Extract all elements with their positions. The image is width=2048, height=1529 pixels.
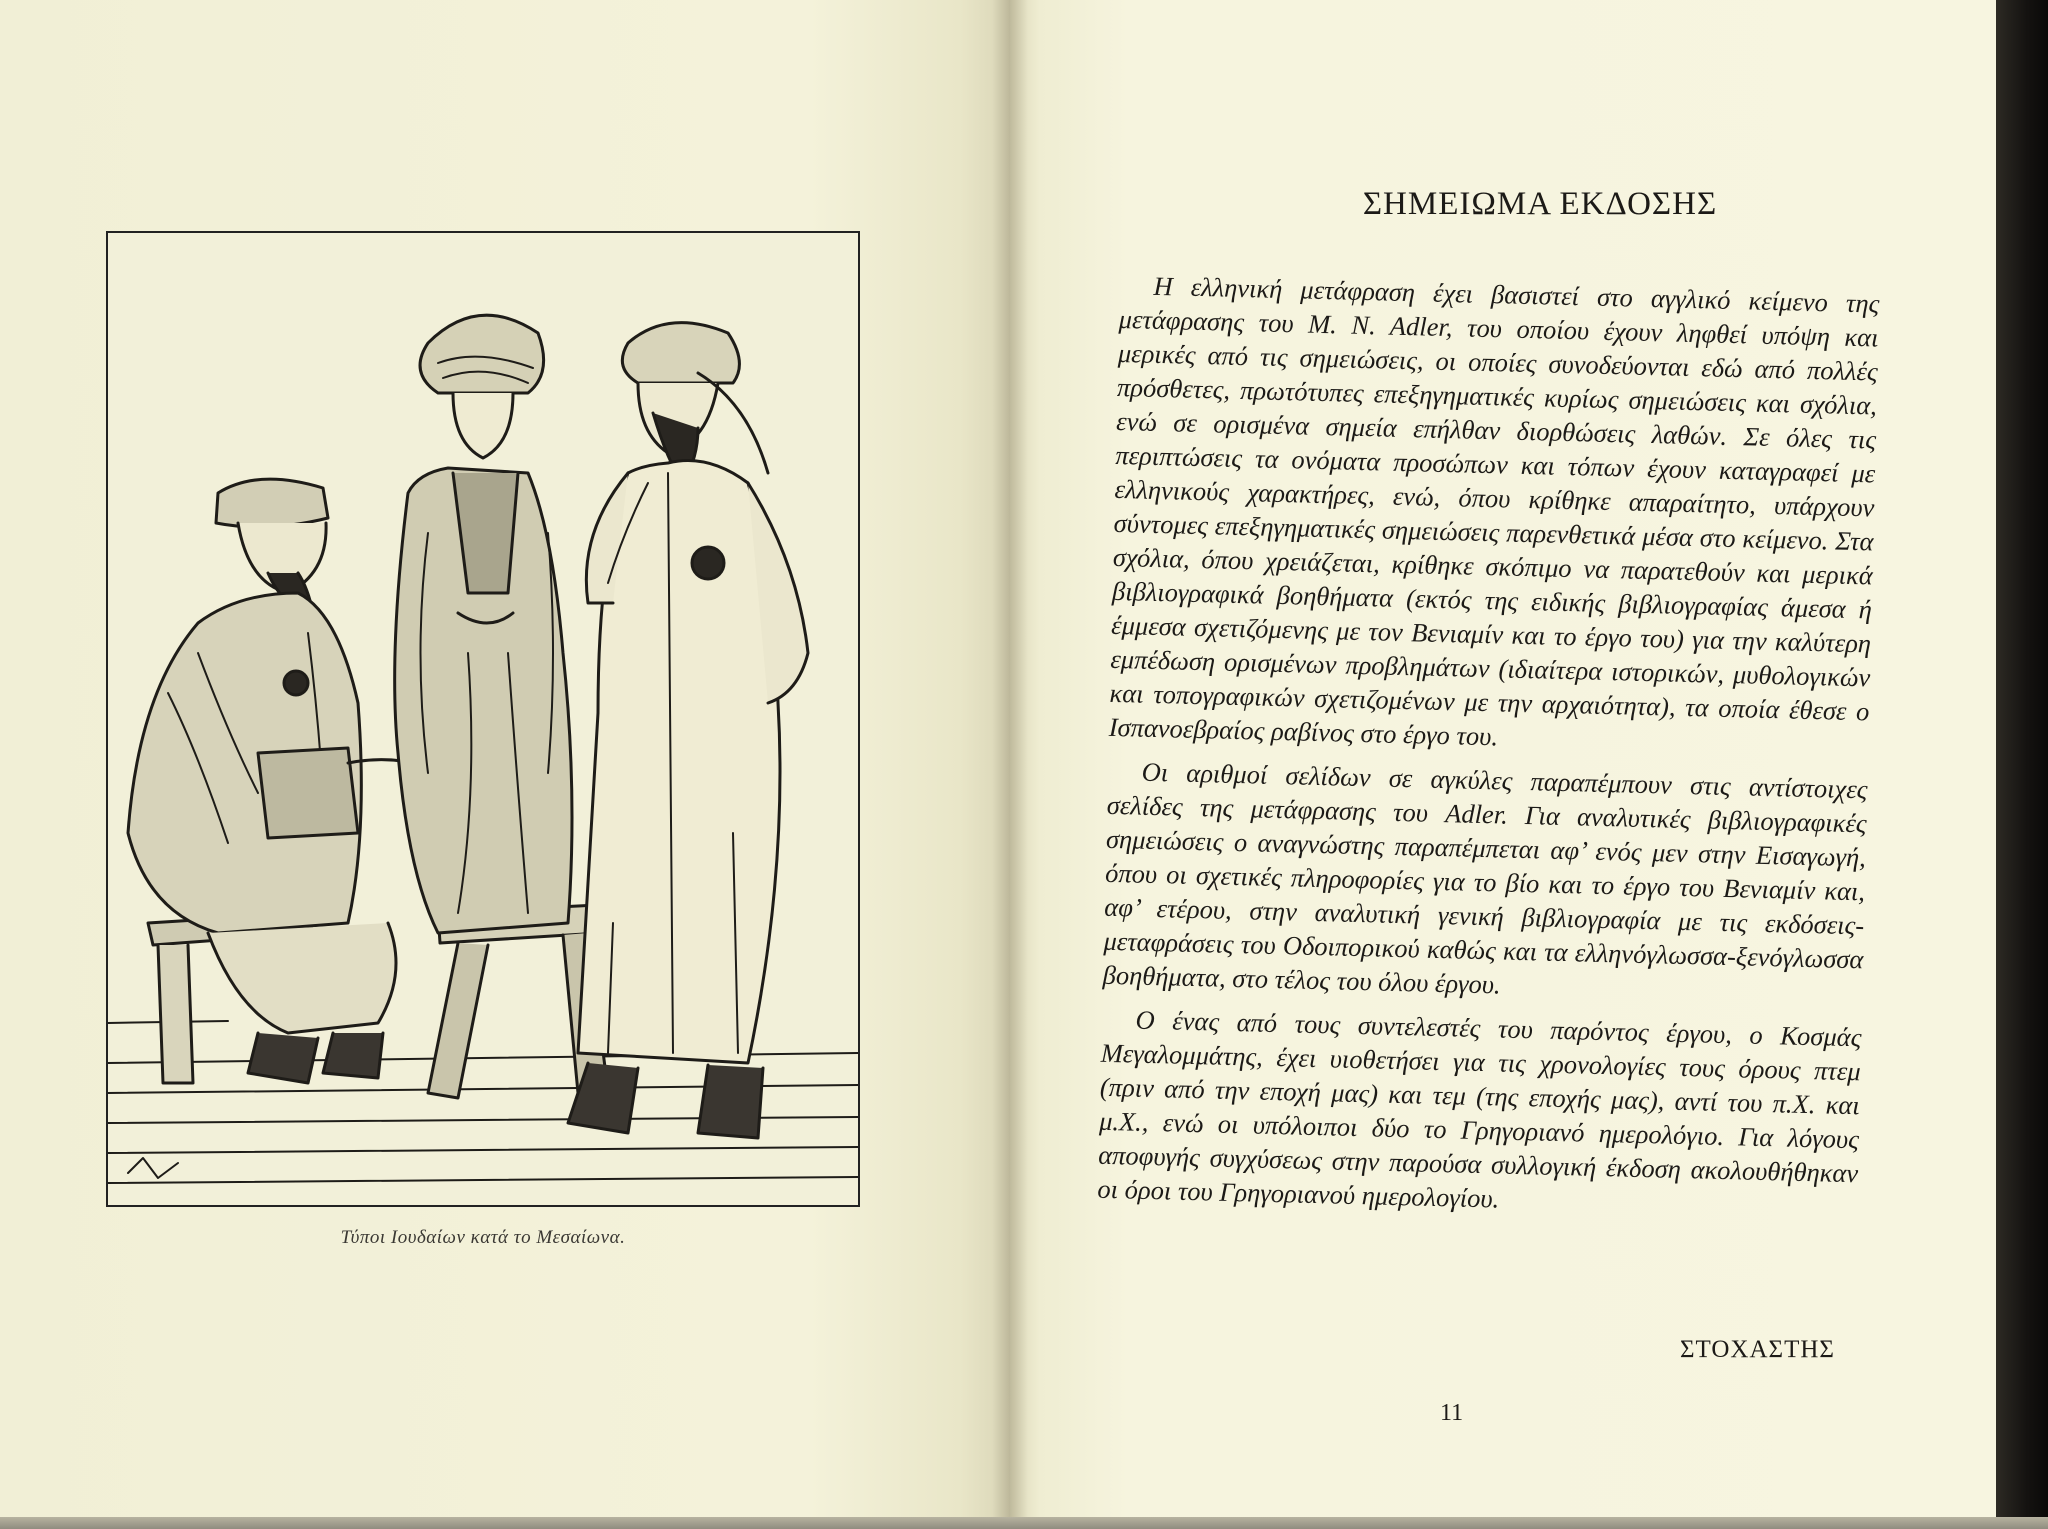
page-title: ΣΗΜΕΙΩΜΑ ΕΚΔΟΣΗΣ — [1362, 186, 1718, 222]
paragraph-2: Οι αριθμοί σελίδων σε αγκύλες παραπέμπουν στις αντίστοιχες σελίδες της μετάφρασης του Adler. Για αναλυτικές βιβλιογραφικές σημειώσεις ο αναγνώστης παραπέμπεται αφ’ ενός μεν στην Εισαγωγή, όπου οι σχετικές πληροφορίες για το βίο και το έργο του Βενιαμίν και, αφ’ ετέρου, στην αναλυτική γενική βιβλιογραφία με τις εκδόσεις-μεταφράσεις του Οδοιπορικού καθώς και τα ελληνόγλωσσα-ξενόγλωσσα βοηθήματα, στο τέλος του όλου έργου. — [1102, 756, 1868, 1000]
illustration-caption: Τύποι Ιουδαίων κατά το Μεσαίωνα. — [340, 1227, 626, 1248]
author-signature: ΣΤΟΧΑΣΤΗΣ — [1680, 1336, 1835, 1363]
page-bottom-edge — [0, 1517, 2048, 1529]
paragraph-1: Η ελληνική μετάφραση έχει βασιστεί στο αγγλικό κείμενο της μετάφρασης του M. N. Adler, του οποίου έχουν ληφθεί υπόψη και μερικές από τις σημειώσεις, οι οποίες συνοδεύονται εδώ από πολλές πρόσθετες, πρωτότυπες επεξηγηματικές κυρίως σημειώσεις και σχόλια, ενώ σε ορισμένα σημεία επήλθαν διορθώσεις λαθών. Σε όλες τις περιπτώσεις τα ονόματα προσώπων και τόπων έχουν καταγραφεί με ελληνικούς χαρακτήρες, ενώ, όπου κρίθηκε απαραίτητο, υπάρχουν σύντομες επεξηγηματικές σημειώσεις παρενθετικά μέσα στο κείμενο. Στα σχόλια, όπου χρειάζεται, κρίθηκε σκόπιμο να παρατεθούν και μερικά βιβλιογραφικά βοηθήματα (εκτός της ειδικής βιβλιογραφίας άμεσα ή έμμεσα σχετιζόμενης με τον Βενιαμίν και το έργο του) για την καλύτερη εμπέδωση ορισμένων προβλημάτων (ιδιαίτερα ιστορικών, μυθολογικών και τοπογραφικών σχετιζομένων με την αρχαιότητα), τα οποία έθεσε ο Ισπανοεβραίος ραβίνος στο έργο του. — [1108, 270, 1880, 752]
scanner-edge — [1996, 0, 2048, 1529]
engraving-illustration — [106, 231, 860, 1207]
three-figures-engraving — [108, 233, 858, 1205]
book-gutter — [992, 0, 1028, 1529]
page-number: 11 — [1440, 1400, 1464, 1426]
paragraph-3: Ο ένας από τους συντελεστές του παρόντος έργου, ο Κοσμάς Μεγαλομμάτης, έχει υιοθετήσει για τις χρονολογίες τους όρους πτεμ (πριν από την εποχή μας) και τεμ (της εποχής μας), αντί του π.Χ. και μ.Χ., ενώ οι υπόλοιποι δύο το Γρηγοριανό ημερολόγιο. Για λόγους αποφυγής συγχύσεως στην παρούσα συλλογική έκδοση ακολουθήθηκαν οι όροι του Γρηγοριανού ημερολογίου. — [1097, 1004, 1862, 1214]
editorial-note-body — [1097, 268, 1880, 1234]
